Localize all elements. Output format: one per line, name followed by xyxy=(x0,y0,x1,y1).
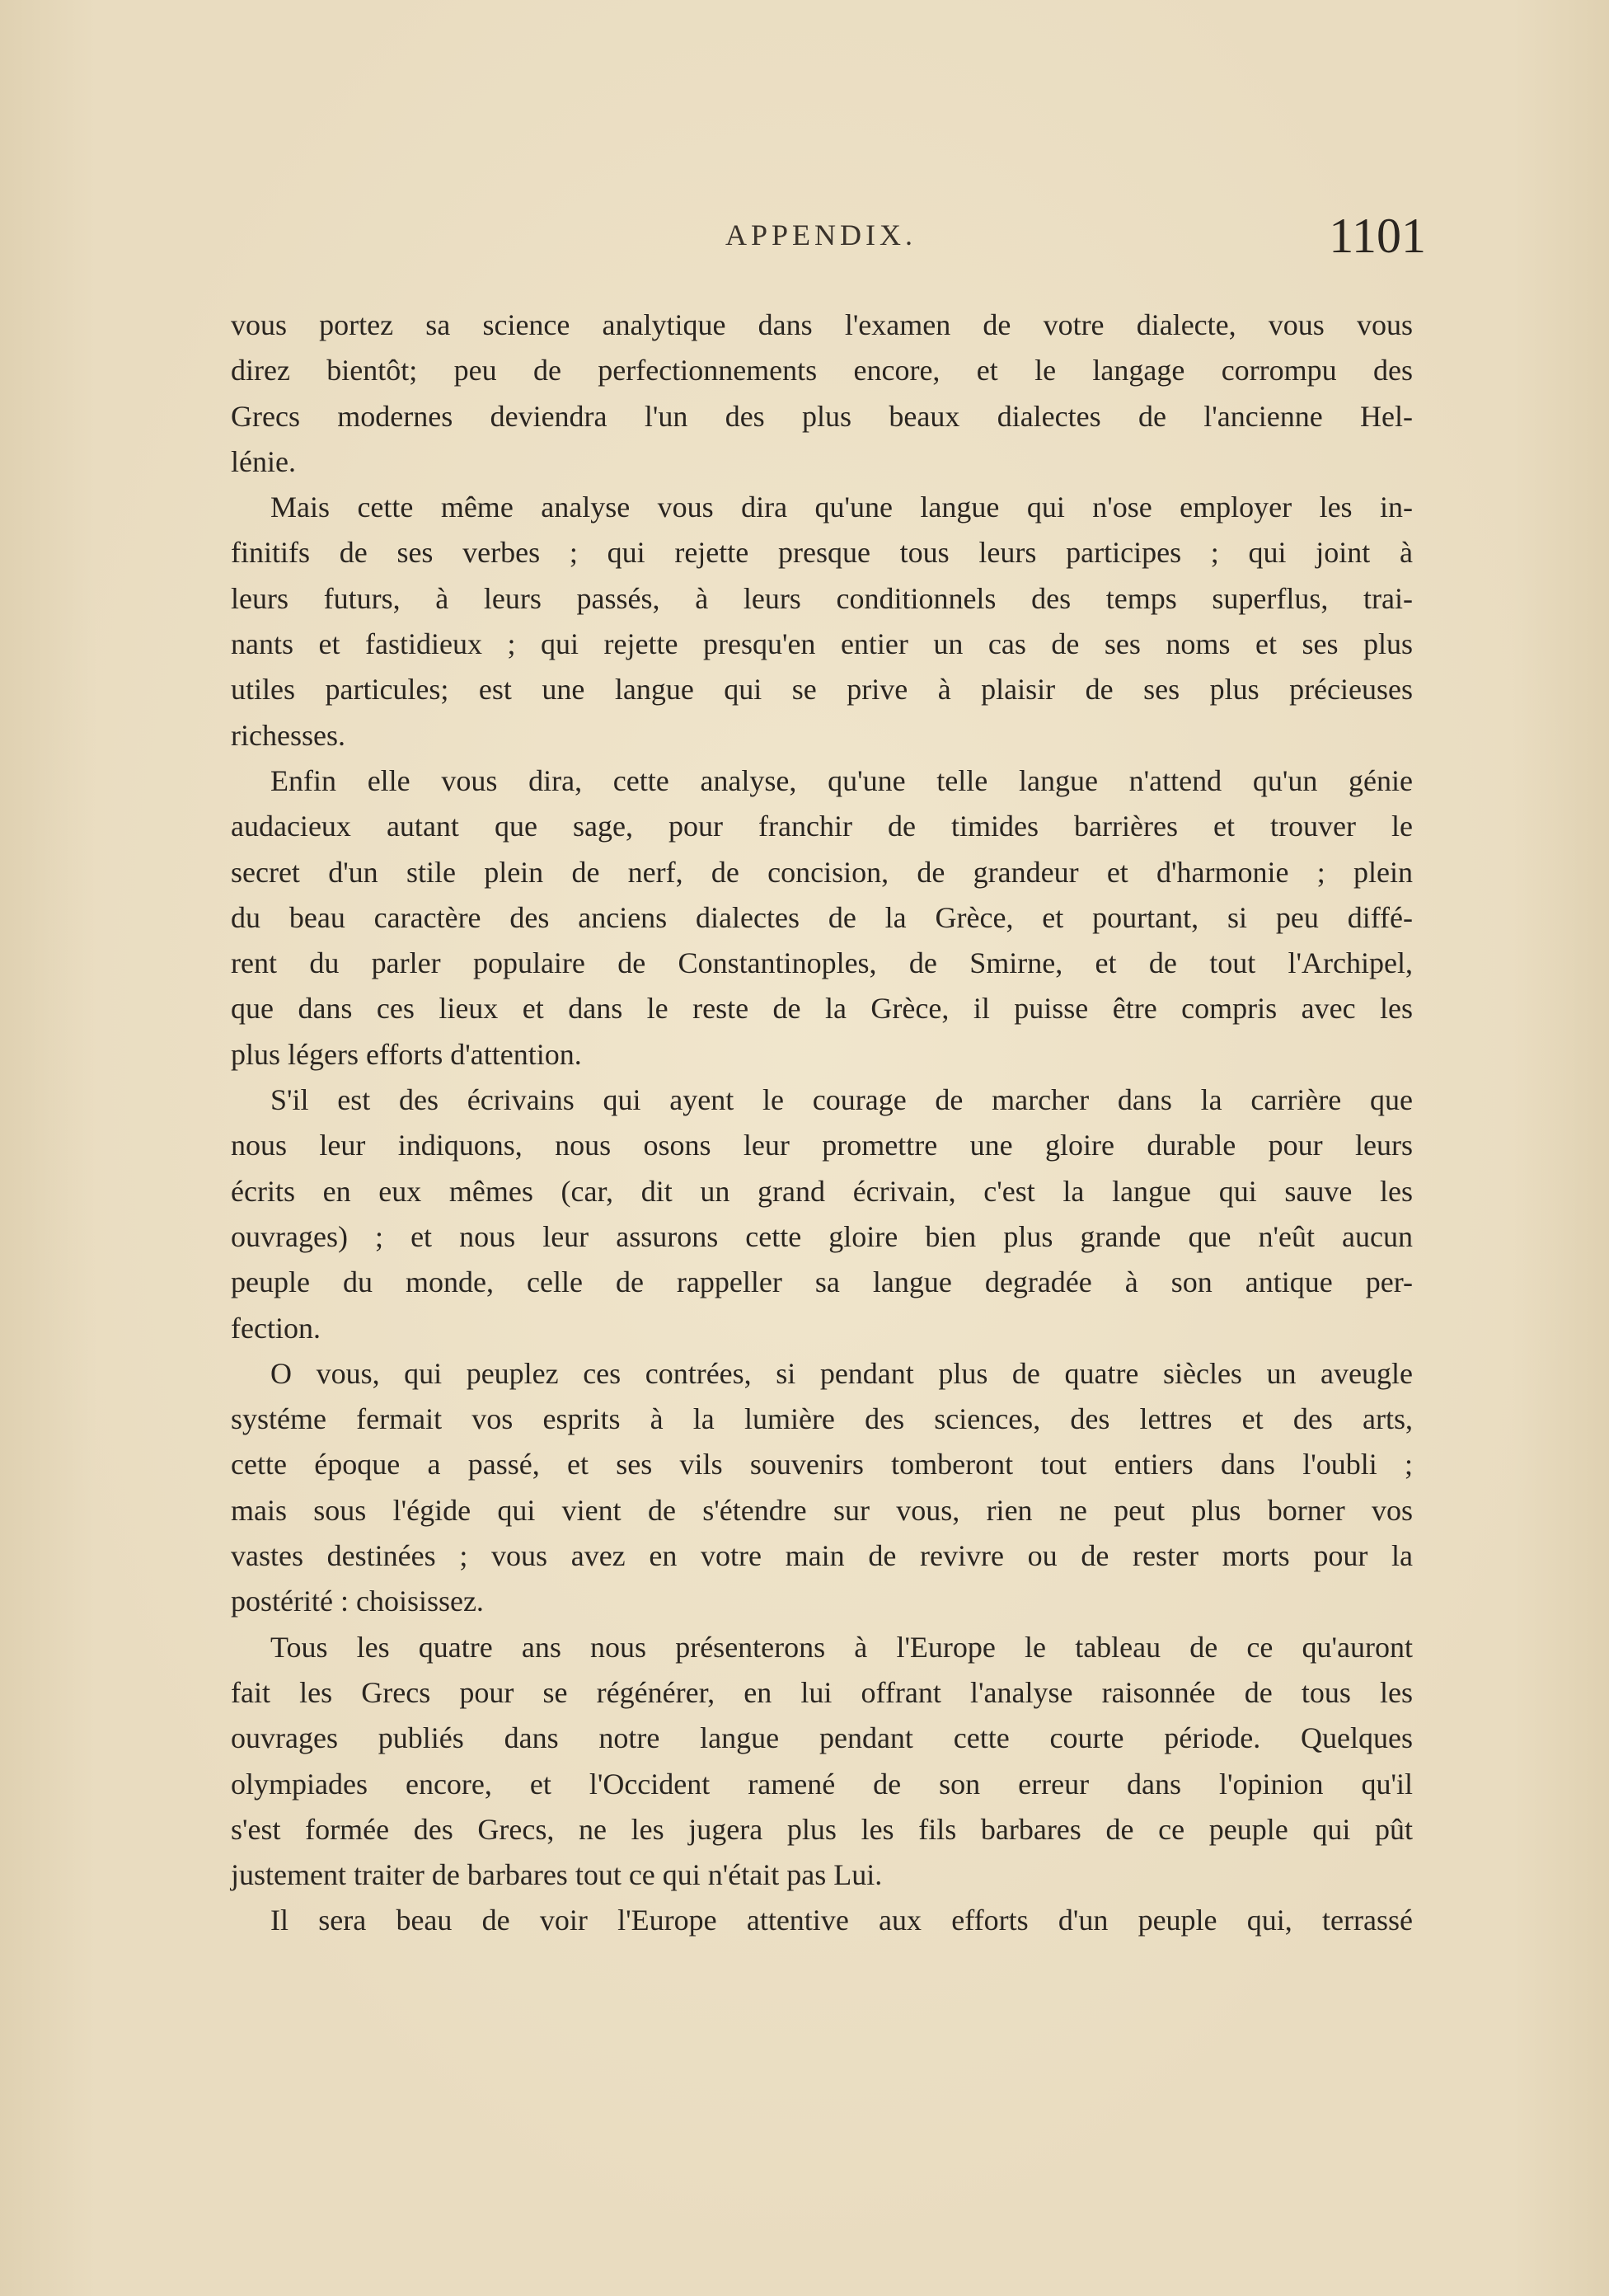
text-line: fait les Grecs pour se régénérer, en lui offrant l'analyse raisonnée de tous les xyxy=(231,1675,1413,1709)
text-line: cette époque a passé, et ses vils souvenirs tomberont tout entiers dans l'oubli ; xyxy=(231,1448,1413,1481)
text-line: du beau caractère des anciens dialectes de la Grèce, et pourtant, si peu diffé- xyxy=(231,900,1413,934)
text-line: olympiades encore, et l'Occident ramené de son erreur dans l'opinion qu'il xyxy=(231,1767,1413,1801)
text-line: s'est formée des Grecs, ne les jugera plus les fils barbares de ce peuple qui pût xyxy=(231,1812,1413,1846)
text-line: plus légers efforts d'attention. xyxy=(231,1037,582,1071)
text-line: O vous, qui peuplez ces contrées, si pendant plus de quatre siècles un aveugle xyxy=(270,1356,1413,1390)
text-line: S'il est des écrivains qui ayent le courage de marcher dans la carrière que xyxy=(270,1083,1413,1117)
text-line: Tous les quatre ans nous présenterons à l'Europe le tableau de ce qu'auront xyxy=(270,1630,1413,1664)
text-line: Il sera beau de voir l'Europe attentive aux efforts d'un peuple qui, terrassé xyxy=(270,1904,1413,1937)
text-line: Enfin elle vous dira, cette analyse, qu'une telle langue n'attend qu'un génie xyxy=(270,763,1413,797)
body-text xyxy=(231,303,1413,1944)
text-line: ouvrages) ; et nous leur assurons cette gloire bien plus grande que n'eût aucun xyxy=(231,1219,1413,1253)
text-line: vous portez sa science analytique dans l'examen de votre dialecte, vous vous xyxy=(231,308,1413,341)
text-line: Mais cette même analyse vous dira qu'une langue qui n'ose employer les in- xyxy=(270,491,1413,524)
text-line: fection. xyxy=(231,1311,321,1345)
text-line: leurs futurs, à leurs passés, à leurs conditionnels des temps superflus, trai- xyxy=(231,581,1413,615)
text-line: richesses. xyxy=(231,718,345,752)
text-line: rent du parler populaire de Constantinoples, de Smirne, et de tout l'Archipel, xyxy=(231,946,1413,980)
text-line: nants et fastidieux ; qui rejette presqu'en entier un cas de ses noms et ses plus xyxy=(231,627,1413,661)
text-line: secret d'un stile plein de nerf, de concision, de grandeur et d'harmonie ; plein xyxy=(231,855,1413,889)
text-line: peuple du monde, celle de rappeller sa langue degradée à son antique per- xyxy=(231,1265,1413,1299)
text-line: justement traiter de barbares tout ce qui n'était pas Lui. xyxy=(231,1858,883,1892)
text-line: systéme fermait vos esprits à la lumière des sciences, des lettres et des arts, xyxy=(231,1402,1413,1436)
text-line: audacieux autant que sage, pour franchir de timides barrières et trouver le xyxy=(231,810,1413,843)
page-number: 1101 xyxy=(1329,209,1426,263)
text-line: Grecs modernes deviendra l'un des plus beaux dialectes de l'ancienne Hel- xyxy=(231,399,1413,433)
page-header xyxy=(231,209,1426,270)
text-line: que dans ces lieux et dans le reste de la Grèce, il puisse être compris avec les xyxy=(231,992,1413,1026)
text-line: écrits en eux mêmes (car, dit un grand écrivain, c'est la langue qui sauve les xyxy=(231,1174,1413,1208)
text-line: vastes destinées ; vous avez en votre main de revivre ou de rester morts pour la xyxy=(231,1539,1413,1573)
text-line: finitifs de ses verbes ; qui rejette presque tous leurs participes ; qui joint à xyxy=(231,536,1413,570)
text-line: lénie. xyxy=(231,444,296,478)
text-line: utiles particules; est une langue qui se prive à plaisir de ses plus précieuses xyxy=(231,673,1413,707)
text-line: direz bientôt; peu de perfectionnements encore, et le langage corrompu des xyxy=(231,354,1413,387)
text-line: mais sous l'égide qui vient de s'étendre sur vous, rien ne peut plus borner vos xyxy=(231,1493,1413,1527)
text-line: postérité : choisissez. xyxy=(231,1585,484,1618)
text-line: nous leur indiquons, nous osons leur promettre une gloire durable pour leurs xyxy=(231,1129,1413,1162)
running-title: APPENDIX. xyxy=(725,218,917,251)
text-line: ouvrages publiés dans notre langue pendant cette courte période. Quelques xyxy=(231,1721,1413,1755)
